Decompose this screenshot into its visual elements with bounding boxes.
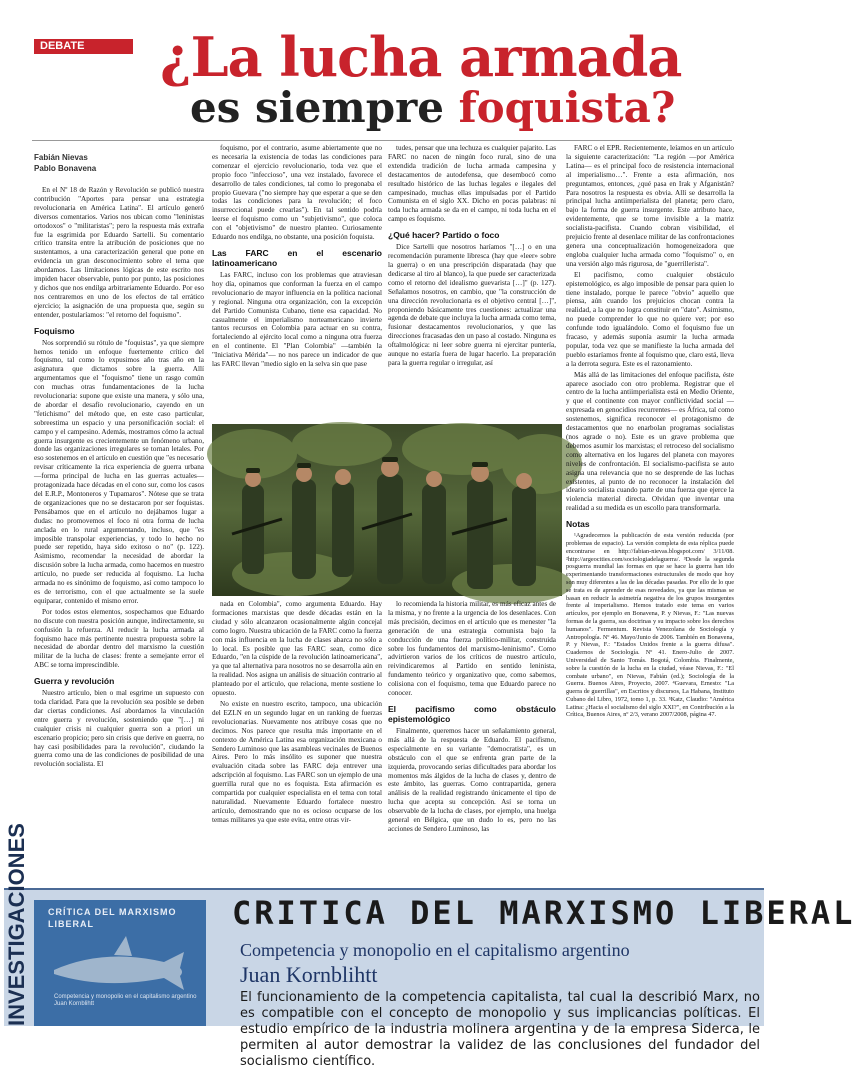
article-column-2-bottom (212, 600, 382, 880)
subheading: El pacifismo como obstáculo epistemológico (388, 703, 556, 724)
paragraph: Por todos estos elementos, sospechamos que Eduardo no discute con nuestra posición aunque, indirectamente, su confusión la refuerza. Al reducir la lucha armada al foquismo hace más pertinente nuestra propuesta sobre la necesidad de abordar dentro del marxismo la cuestión militar de la lucha de clases: frente a semejante error el ABC se torna imprescindible. (34, 607, 204, 670)
paragraph: nada en Colombia", como argumenta Eduardo. Hay formaciones marxistas que desde décadas están en la ciudad y sólo alcanzaron ocasionalmente algún concejal como logro. Nuestra ubicación de la FARC como la fuerza con más influencia en la lucha de clases abarca no sólo a lo local. Es posible que las FARC sean, como dice Eduardo, "en la cúspide de la revolución latinoamericana", ya que tal alternativa para nosotros no se desarrolla aún en la realidad. Nos asigna un análisis de situación contrario al planteado por el artículo, que relaciona, mente sostiene lo opuesto. (212, 600, 382, 698)
guerrilla-photo (212, 424, 562, 596)
ad-description: El funcionamiento de la competencia capitalista, tal cual la describió Marx, no es compatible con el concepto de monopolio y sus implicancias políticas. El estudio empírico de la industria molinera argentina y de la empresa Siderca, le permiten al autor demostrar la validez de las conclusiones del fundador del socialismo científico. (240, 990, 760, 1069)
ad-subtitle: Competencia y monopolio en el capitalismo argentino (240, 940, 630, 960)
paragraph: Dice Sartelli que nosotros haríamos "[…] o en una recomendación puramente libresca (hay que «leer» sobre la guerra) o en una prescripción disparatada (hay que dedicarse al tiro al blanco), la que puede ser caracterizada como el retorno del idealismo guevarista […]" (p. 127). Señalamos nosotros, en cambio, que "la construcción de una dirección revolucionaria es el objetivo central […]", proponiendo básicamente tres cuestiones: actualizar una agenda de debate que incluya la lucha armada como tema, fusionar destacamentos revolucionarios, y que las direcciones fracasadas den un paso al costado. Ninguna es oftalmológica: ni leer sobre guerra ni ejercitar puntería, aunque no estaría fuera de lugar hacerlo. La preparación para la guerra regular o irregular, así (388, 243, 556, 367)
article-column-4 (566, 144, 734, 879)
paragraph: Nuestro artículo, bien o mal esgrime un supuesto con toda claridad. Para que la revolución sea posible se deben dar ciertas condiciones. Así abordamos la vinculación entre guerra y revolución, sosteniendo que "[…] ni cualquier crisis ni cualquier guerra son a priori un escenario propicio; pero sin crisis que derive en guerra, no hay casi posibilidades para la revolución", ciudando la guerra como una de las condiciones de posibilidad de una revolución socialista. El (34, 689, 204, 769)
section-tag: DEBATE (34, 39, 133, 54)
article-column-2-top (212, 144, 382, 419)
book-cover (34, 900, 206, 1026)
author-name: Pablo Bonavena (34, 164, 97, 173)
photo-image (212, 424, 562, 596)
paragraph: tudes, pensar que una lechuza es cualquier pajarito. Las FARC no nacen de ningún foco rural, sino de una extendida tradición de lucha armada campesina y destacamentos de autodefensa, que desembocó como resultado histórico de las luchas legales e ilegales del campesinado, muchas ellas impulsadas por el Partido Comunista en el siglo XX. Dicho en pocas palabras: ni toda lucha armada se da en el campo, ni toda lucha en el campo es foquismo. (388, 144, 556, 224)
publisher-brand: INVESTIGACIONES (4, 823, 29, 1026)
paragraph: Las FARC, incluso con los problemas que atraviesan hoy día, opinamos que conforman la fuerza en el campo revolucionario de mayor influencia en la política nacional y regional. Ninguna otra organización, con la excepción del Partido Comunista Cubano, tiene esa capacidad. No casualmente el imperialismo norteamericano invierte tantos recursos en Colombia para actuar en su contra, fortaleciendo al ejército local como a ninguna otra fuerza en el continente. El "Plan Colombia" —también la "Iniciativa Mérida"— no nos parece un indicador de que las FARC llevan "medio siglo en la selva sin que pase (212, 270, 382, 369)
book-advertisement (4, 823, 855, 1069)
paragraph: En el Nº 18 de Razón y Revolución se publicó nuestra contribución "Aportes para pensar una estrategia revolucionaria en América Latina". El artículo generó diversos comentarios. Varios nos ubican como "leninistas ortodoxos" o "militaristas"; pero la respuesta más extraña fue la esgrimida por Eduardo Sartelli. Su comentario crítico transita entre la atribución de posiciones que no sustentamos, a una caracterización general que pone en evidencia un gran desconocimiento sobre el tema que abordamos. Las limitaciones lógicas de este escrito nos impiden hacer observable, punto por punto, las posiciones y dichos que nos endilga arbitrariamente Eduardo. Por eso nos centraremos en uno de los efectos de tal errático ejercicio; la asignación de una propuesta que, según su entender, postularíamos: "el retorno del foquismo". (34, 186, 204, 319)
article-column-3-bottom (388, 600, 556, 880)
cover-title: CRÍTICA DEL MARXISMO LIBERAL (48, 907, 177, 929)
headline-line-1: ¿La lucha armada (160, 25, 682, 89)
paragraph: foquismo, por el contrario, asume abiertamente que no es necesaria la existencia de todas las condiciones para comenzar el ejercicio revolucionario, toda vez que el propio foco "infeccioso", una vez instalado, favorece el desarrollo de tales condiciones, tal como lo pregonaba el propio Guevara ("no siempre hay que esperar a que se den todas las condiciones para la revolución; el foco insurreccional puede crearlas"). En tal sentido podría leerse el foquismo como un "subjetivismo", que coloca con el "objetivismo" de nuestro planteo. Curiosamente Eduardo nos endilga, no obstante, una posición foquista. (212, 144, 382, 242)
footnotes: ¹Agradecemos la publicación de esta versión reducida (por problemas de espacio). La versión completa de esta réplica puede encontrarse en http://fabian-nievas.blogspot.com/ 3/11/08. ²http://argeocities.com/sociologiadelaguerra/. ³Desde la segunda posguerra mundial las formas en que se hace la guerra han ido experimentando transformaciones estructurales de modo que hoy son muy diferentes a las de las décadas pasadas. Por ello de lo que se trata es de aprender de esas novedades, ya que las mismas se basan en reducir la asimetría negativa de los grupos insurgentes frente al imperialismo. Hemos tratado este tema en varios artículos, por ejemplo en Bonavena, P. y Nievas, F.: "Las nuevas formas de la guerra, sus doctrinas y su impacto sobre los derechos humanos". Fermentum. Revista Venezolana de Sociología y Antropología. Nº 46. Mayo/Junio de 2006. También en Bonavena, P. y Nievas, F.: "Estados Unidos frente a la guerra difusa". Cuadernos de Sociología. Nº 41. Enero-Julio de 2007. Universidad de Santo Tomás. Bogotá, Colombia. Finalmente, sobre la cuestión de la lucha en la ciudad, véase Nievas, F.: "El combate urbano", en Nievas, Fabián (ed.); Sociología de la Guerra. Buenos Aires, Proyecto, 2007. ⁴Guevara, Ernesto: "La guerra de guerrillas", en Escritos y discursos, La Habana, Instituto Cubano del Libro, 1972, tomo 1, p. 33. ⁵Katz, Claudio: "América Latina: ¿Hacia el socialismo del siglo XXI?", en Contribución a la Crítica, Buenos Aires, nº 2/3, verano 2007/2008, página 47. (566, 532, 734, 719)
title-rule (32, 140, 732, 141)
cover-author: Juan Kornblihtt (54, 1001, 95, 1007)
article-column-1 (34, 186, 204, 921)
paragraph: Finalmente, queremos hacer un señalamiento general, más allá de la respuesta de Eduardo. El pacifismo, especialmente en su variante "democratista", es un obstáculo con el que se enfrenta gran parte de la izquierda, provocando serias dificultades para abordar los momentos más álgidos de la lucha de clases y, dentro de este ámbito, las guerras. Como contrapartida, genera análisis de la realidad registrando únicamente el tipo de lucha que acepta su concepción. Así se torna un observable de la lucha de clases, por ejemplo, una huelga general en Bélgica, que un dudo lo es, pero no las acciones de Sendero Luminoso, las (388, 726, 556, 833)
ad-author: Juan Kornblihtt (240, 962, 378, 987)
article-column-3-top (388, 144, 556, 419)
subheading: Foquismo (34, 325, 75, 336)
paragraph: lo recomienda la historia militar, es más eficaz antes de la misma, y no frente a la urgencia de los desenlaces. Con más precisión, decimos en el artículo que es menester "la generación de una estrategia comunista bajo la conducción de una fuerza político-militar, construida sobre los fundamentos del marxismo-leninismo". Como advirtieron varios de los críticos de nuestro artículo, reivindicaremos al Partido en sentido leninista, fundamento teórico y organizativo que, como sabemos, colisiona con el foquismo, tema que Eduardo parece no conocer. (388, 600, 556, 698)
paragraph: El pacifismo, como cualquier obstáculo epistemológico, es algo imposible de pensar para quien lo tiene instalado, porque le parece "obvio" aquello que piensa, aún cuando los prejuicios chocan contra la realidad, a la que no logra constituir en "dato". Asimismo, no puede comprender lo que no quiere ver; por eso confunde todo igualándolo. Como el foquismo fue un fracaso, y además suponía asumir la lucha armada popular, toda vez que se manifieste la lucha armada del pueblo estaríamos frente al foquismo que, claro está, lleva a la derrota segura. Este es el razonamiento. (566, 270, 734, 368)
headline-line-2 (190, 83, 676, 132)
byline (34, 152, 204, 174)
subheading: Guerra y revolución (34, 676, 115, 687)
ad-title: CRITICA DEL MARXISMO LIBERAL (232, 894, 855, 932)
notes-heading: Notas (566, 519, 590, 530)
author-name: Fabián Nievas (34, 153, 88, 162)
paragraph: Más allá de las limitaciones del enfoque pacifista, éste aparece asociado con otro problema. Registrar que el centro de la lucha antiimperialista está en Medio Oriente, y que el continente con mayor conflictividad social —expresada en genocidios recurrentes— es África, tal como sostenemos, significa reconocer el protagonismo de destacamentos que no enarbolan programas socialistas (nos agrade o no). Este es un grave problema que debemos asumir los marxistas; el retroceso del socialismo como alternativa en los lugares del planeta con mayores niveles de confrontación. El socialismo-pacifista se auto asigna una relevancia que no se desprende de las luchas existentes, al punto de no reconocer la instalación del ideario socialista cuando parte de una fuerza que ejerce la violencia material directa. Olvidan que inventar una realidad a su medida es un escollo para transformarla. (566, 370, 734, 513)
paragraph: FARC o el EPR. Recientemente, leíamos en un artículo la siguiente caracterización: "La región —por América Latina— es el principal foco de resistencia internacional al imperialismo…". Frente a esta afirmación, nos preguntamos, entonces, ¿qué pasa en Irak y Afganistán? Para nosotros la respuesta es obvia. Allí se desarrolla la principal lucha antiimperialista del planeta; pero claro, bajo la forma de guerra insurgente. Este atributo hace, evidentemente, que se torne invisible a la matriz socialista-pacifista. Cuando cobran visibilidad, el prejuicio frente al desenlace militar de las confrontaciones genera una conceptualización homogeneizadora que engloba cualquier lucha armada como "foquismo" o, en una versión algo más rigurosa, de "guerrillerista". (566, 144, 734, 268)
headline-part: es siempre (190, 83, 459, 132)
headline-accent: foquista? (458, 83, 676, 132)
cover-subtitle-text: Competencia y monopolio en el capitalismo argentino (54, 994, 197, 1000)
subheading: ¿Qué hacer? Partido o foco (388, 230, 500, 241)
paragraph: Nos sorprendió su rótulo de "foquistas", ya que siempre hemos tenido un enfoque fuertemente crítico del foquismo, tal como lo expusimos año tras año en la asignatura que dictamos sobre la guerra. Allí argumentamos que el "foquismo" tiene un rasgo común con muchas otras fundamentaciones de la lucha revolucionaria: supone que existe una manera, y sólo una, de abordar el desafío revolucionario, cayendo en un "fetichismo" del método que, en este caso particular, sobreestima un espacio y una personificación social: el campo y el campesino. Además, mostramos cómo la actual guerra insurgente es crecientemente un fenómeno urbano, donde las organizaciones irregulares se tornan letales. Por eso sostenemos en el artículo en cuestión que "es necesario revisar críticamente la rica experiencia de guerra urbana —forma principal de lucha en las guerras actuales— protagonizada hace décadas en el cono sur, como los casos del E.R.P., Montoneros y Tupamaros". Nótese que se trata de organizaciones que no se destacaron por ser foquistas. Pensábamos que en el artículo no dejábamos lugar a dudas: no promovemos el foco ni otra forma de lucha anclada en lo rural argumentando, incluso, que "es imposible transpolar experiencias, y todo lo hecho no puede ser repetido, haya sido exitoso o no" (p. 122). Asimismo, recomendar la necesidad de abordar la discusión sobre la lucha armada, como hacemos en nuestro artículo, no puede ser reducida al foquismo. La lucha armada no es sinónimo de foquismo, así como tampoco lo es de terrorismo, con el que actualmente se la suele equiparar, contenido el mismo error. (34, 338, 204, 605)
cover-subtitle (54, 994, 196, 1008)
paragraph: No existe en nuestro escrito, tampoco, una ubicación del EZLN en un segundo lugar en un ranking de fuerzas revolucionarias. Nuevamente nos atribuye cosas que no decimos. Nos parece que resulta más importante en el contexto de América Latina esa organización mexicana o Sendero Luminoso que las asambleas vecinales de Buenos Aires. Pero lo más insólito es suponer que nuestra evaluación citada sobre las FARC deja entrever una adscripción al foquismo. Las FARC son un ejemplo de una guerrilla rural que no es foquista. Esta afirmación es compartida por cualquier especialista en el tema con total naturalidad. Nuevamente Eduardo fortalece nuestro artículo, demostrando que no es ocioso ocuparse de los temas militares ya que este evita, entre otras vir- (212, 699, 382, 824)
subheading: Las FARC en el escenario latinoamericano (212, 247, 382, 268)
